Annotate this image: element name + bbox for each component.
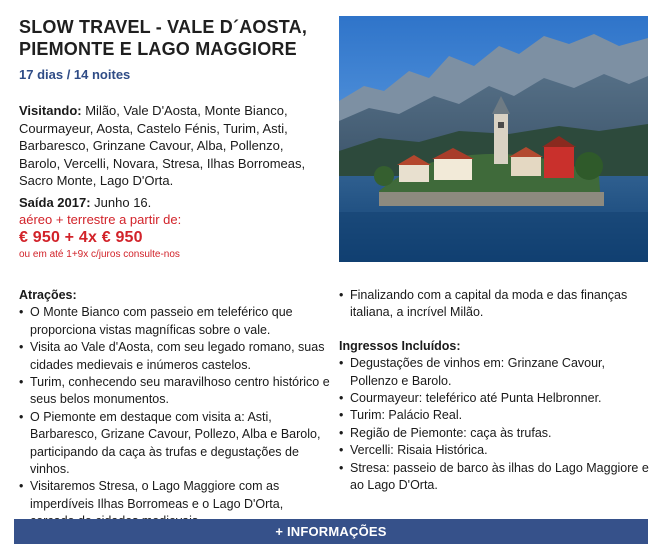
installment-note: ou em até 1+9x c/juros consulte-nos (19, 249, 180, 260)
list-item-text: O Monte Bianco com passeio em teleférico que proporciona vistas magníficas sobre o vale. (30, 305, 293, 337)
attractions-heading: Atrações: (19, 288, 77, 302)
price-intro: aéreo + terrestre a partir de: (19, 212, 182, 227)
list-item (19, 339, 331, 374)
tour-duration: 17 dias / 14 noites (19, 67, 131, 82)
list-item (339, 390, 651, 407)
list-item (339, 355, 651, 390)
bullet: • (339, 460, 344, 475)
attractions-list (19, 304, 331, 530)
included-tickets-heading: Ingressos Incluídos: (339, 338, 461, 353)
list-item-text: Turim: Palácio Real. (350, 408, 463, 423)
bullet: • (19, 409, 24, 424)
visiting-paragraph (19, 102, 324, 190)
included-tickets-list (339, 355, 651, 494)
right-column (339, 287, 651, 494)
bullet: • (19, 340, 24, 355)
departure-line (19, 195, 151, 210)
list-item (339, 287, 651, 322)
list-item (19, 409, 331, 479)
attractions-column (19, 287, 331, 531)
included-tickets (339, 338, 651, 495)
list-item-text: Região de Piemonte: caça às trufas. (350, 425, 552, 440)
tour-title-line-1: SLOW TRAVEL - VALE D´AOSTA, (19, 17, 308, 37)
list-item-text: Visita ao Vale d'Aosta, com seu legado romano, suas cidades medievais e inúmeros castelos. (30, 340, 325, 372)
visiting-text: Milão, Vale D'Aosta, Monte Bianco, Courmayeur, Aosta, Castelo Fénis, Turim, Asti, Barbaresco, Grinzane Cavour, Alba, Pollenzo, Barolo, Vercelli, Novara, Stresa, Ilhas Borromeas, Sacro Monte, Lago D'Orta. (19, 103, 306, 188)
bullet: • (19, 305, 24, 320)
bullet: • (19, 375, 24, 390)
price: € 950 + 4x € 950 (19, 229, 143, 246)
list-item (19, 374, 331, 409)
bullet: • (339, 391, 344, 406)
bullet: • (339, 356, 344, 371)
list-item-text: Visitaremos Stresa, o Lago Maggiore com as imperdíveis Ilhas Borromeas e o Lago D'Orta, (30, 479, 284, 511)
list-item-text: Vercelli: Risaia Histórica. (350, 443, 488, 458)
departure-label: Saída 2017: (19, 195, 91, 210)
lake-island-photo (339, 16, 648, 262)
attractions-list-continued (339, 287, 651, 322)
list-item (339, 442, 651, 459)
list-item-text: O Piemonte em destaque com visita a: Asti, Barbaresco, Grizane Cavour, Pollezo, Alba e Barolo, participando da caça às trufas e degustações de vinhos. (30, 409, 321, 477)
departure-value: Junho 16. (90, 195, 152, 210)
list-item (339, 460, 651, 495)
list-item (339, 407, 651, 424)
list-item-text: Courmayeur: teleférico até Punta Helbronner. (350, 391, 602, 406)
more-info-button[interactable]: + INFORMAÇÕES (14, 519, 648, 544)
list-item (19, 304, 331, 339)
bullet: • (339, 288, 344, 302)
list-item (339, 425, 651, 442)
list-item-text: Stresa: passeio de barco às ilhas do Lago Maggiore e ao Lago D'Orta. (350, 460, 649, 493)
tour-title-line-2: PIEMONTE E LAGO MAGGIORE (19, 39, 297, 59)
bullet: • (339, 408, 344, 423)
list-item-text: Degustações de vinhos em: Grinzane Cavour, Pollenzo e Barolo. (350, 356, 605, 388)
bullet: • (339, 443, 344, 458)
list-item-text: Finalizando com a capital da moda e das finanças italiana, a incrível Milão. (350, 288, 628, 320)
list-item-text: Turim, conhecendo seu maravilhoso centro histórico e seus belos monumentos. (30, 375, 330, 407)
visiting-label: Visitando: (19, 103, 82, 118)
bullet: • (19, 479, 24, 494)
tour-title (19, 16, 329, 60)
bullet: • (339, 425, 344, 440)
